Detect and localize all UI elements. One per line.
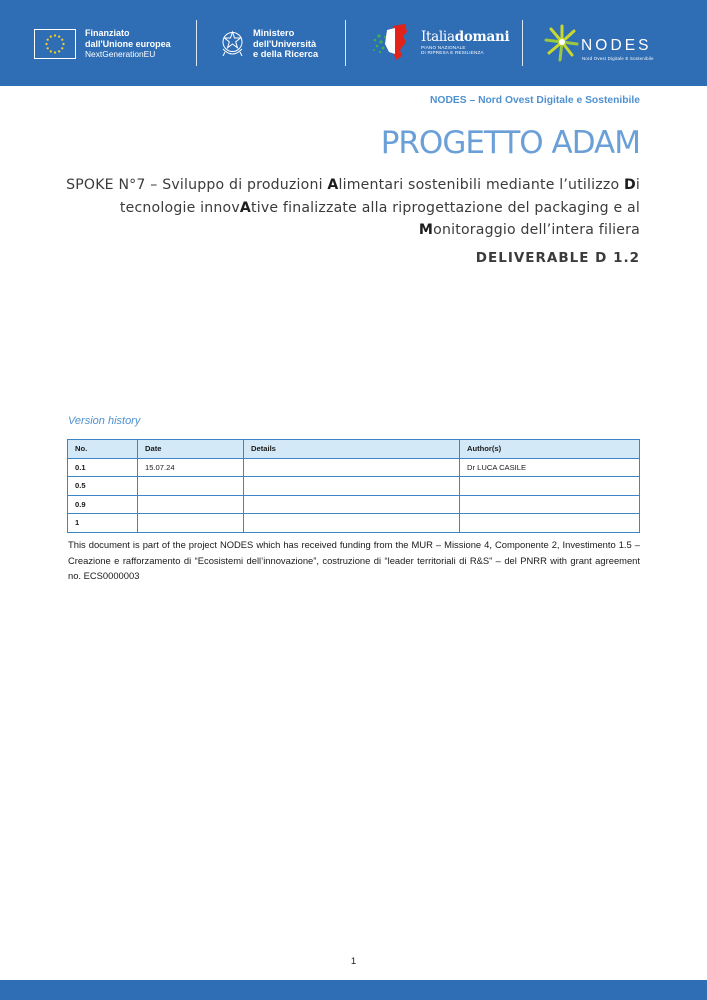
cell-date: 15.07.24 <box>138 458 244 477</box>
italiadomani-brand-light: Italia <box>421 28 455 45</box>
nodes-starburst-icon <box>544 22 580 64</box>
document-title: PROGETTO ADAM <box>380 125 640 161</box>
italiadomani-logo <box>371 22 509 62</box>
page-number: 1 <box>350 956 357 967</box>
spoke-initial: D <box>623 177 636 193</box>
spoke-text: onitoraggio dell’intera filiera <box>433 222 640 238</box>
eu-text-line2: dall'Unione europea <box>85 38 171 49</box>
nodes-tagline: Nord Ovest Digitale E Sostenibile <box>582 56 654 61</box>
mur-text-line1: Ministero <box>253 28 295 38</box>
italiadomani-wordmark <box>421 29 509 45</box>
cell-no: 0.5 <box>68 477 138 496</box>
column-header-details: Details <box>244 440 460 459</box>
mur-text-line2: dell'Università <box>253 38 317 49</box>
table-row <box>68 458 640 477</box>
spoke-description <box>40 174 640 242</box>
cell-authors: Dr LUCA CASILE <box>460 458 640 477</box>
table-row <box>68 495 640 514</box>
mur-logo <box>219 28 318 60</box>
spoke-text: i tecnologie innov <box>119 177 640 216</box>
mur-text-line3: e della Ricerca <box>253 49 319 59</box>
cell-details <box>244 477 460 496</box>
cell-date <box>138 495 244 514</box>
header-divider <box>522 20 523 66</box>
column-header-authors: Author(s) <box>460 440 640 459</box>
header-divider <box>345 20 346 66</box>
cell-no: 0.1 <box>68 458 138 477</box>
version-history-label: Version history <box>68 415 141 427</box>
cell-details <box>244 458 460 477</box>
italiadomani-sub2: DI RIPRESA E RESILIENZA <box>421 50 484 55</box>
spoke-text: SPOKE N°7 – Sviluppo di produzioni <box>66 177 328 193</box>
eu-flag-icon <box>34 29 76 59</box>
funding-note: This document is part of the project NODES which has received funding from the MUR – Missione 4, Componente 2, Investimento 1.5 – Creazione e rafforzamento di “Ecosistemi dell’innovazione”, costruzione di “leader territoriali di R&S” – del PNRR with grant agreement no. ECS0000003 <box>68 539 640 581</box>
spoke-text: limentari sostenibili mediante l’utilizzo <box>338 177 624 193</box>
header-divider <box>196 20 197 66</box>
header-band <box>0 0 707 86</box>
italiadomani-brand-bold: domani <box>454 28 510 45</box>
cell-details <box>244 514 460 533</box>
spoke-initial: M <box>418 222 434 238</box>
eu-text-line3: NextGenerationEU <box>85 49 156 59</box>
column-header-date: Date <box>138 440 244 459</box>
eu-text-line1: Finanziato <box>85 28 130 38</box>
eu-funding-logo <box>34 28 171 60</box>
deliverable-label: DELIVERABLE D 1.2 <box>475 250 640 266</box>
cell-authors <box>460 514 640 533</box>
italian-republic-emblem-icon <box>219 29 246 59</box>
italiadomani-logo-icon <box>371 22 415 62</box>
table-row <box>68 514 640 533</box>
spoke-initial: A <box>327 177 339 193</box>
table-header-row <box>68 440 640 459</box>
table-row <box>68 477 640 496</box>
footer-band <box>0 980 707 1000</box>
version-history-table <box>67 439 640 533</box>
cell-no: 1 <box>68 514 138 533</box>
spoke-text: tive finalizzate alla riprogettazione del packaging e al <box>250 199 640 216</box>
italiadomani-sub1: PIANO NAZIONALE <box>421 44 466 50</box>
cell-authors <box>460 477 640 496</box>
cell-date <box>138 477 244 496</box>
spoke-initial: A <box>239 199 251 216</box>
nodes-wordmark: NODES <box>581 37 652 54</box>
cell-details <box>244 495 460 514</box>
cell-authors <box>460 495 640 514</box>
column-header-no: No. <box>68 440 138 459</box>
cell-no: 0.9 <box>68 495 138 514</box>
running-head: NODES – Nord Ovest Digitale e Sostenibile <box>430 95 640 106</box>
cell-date <box>138 514 244 533</box>
